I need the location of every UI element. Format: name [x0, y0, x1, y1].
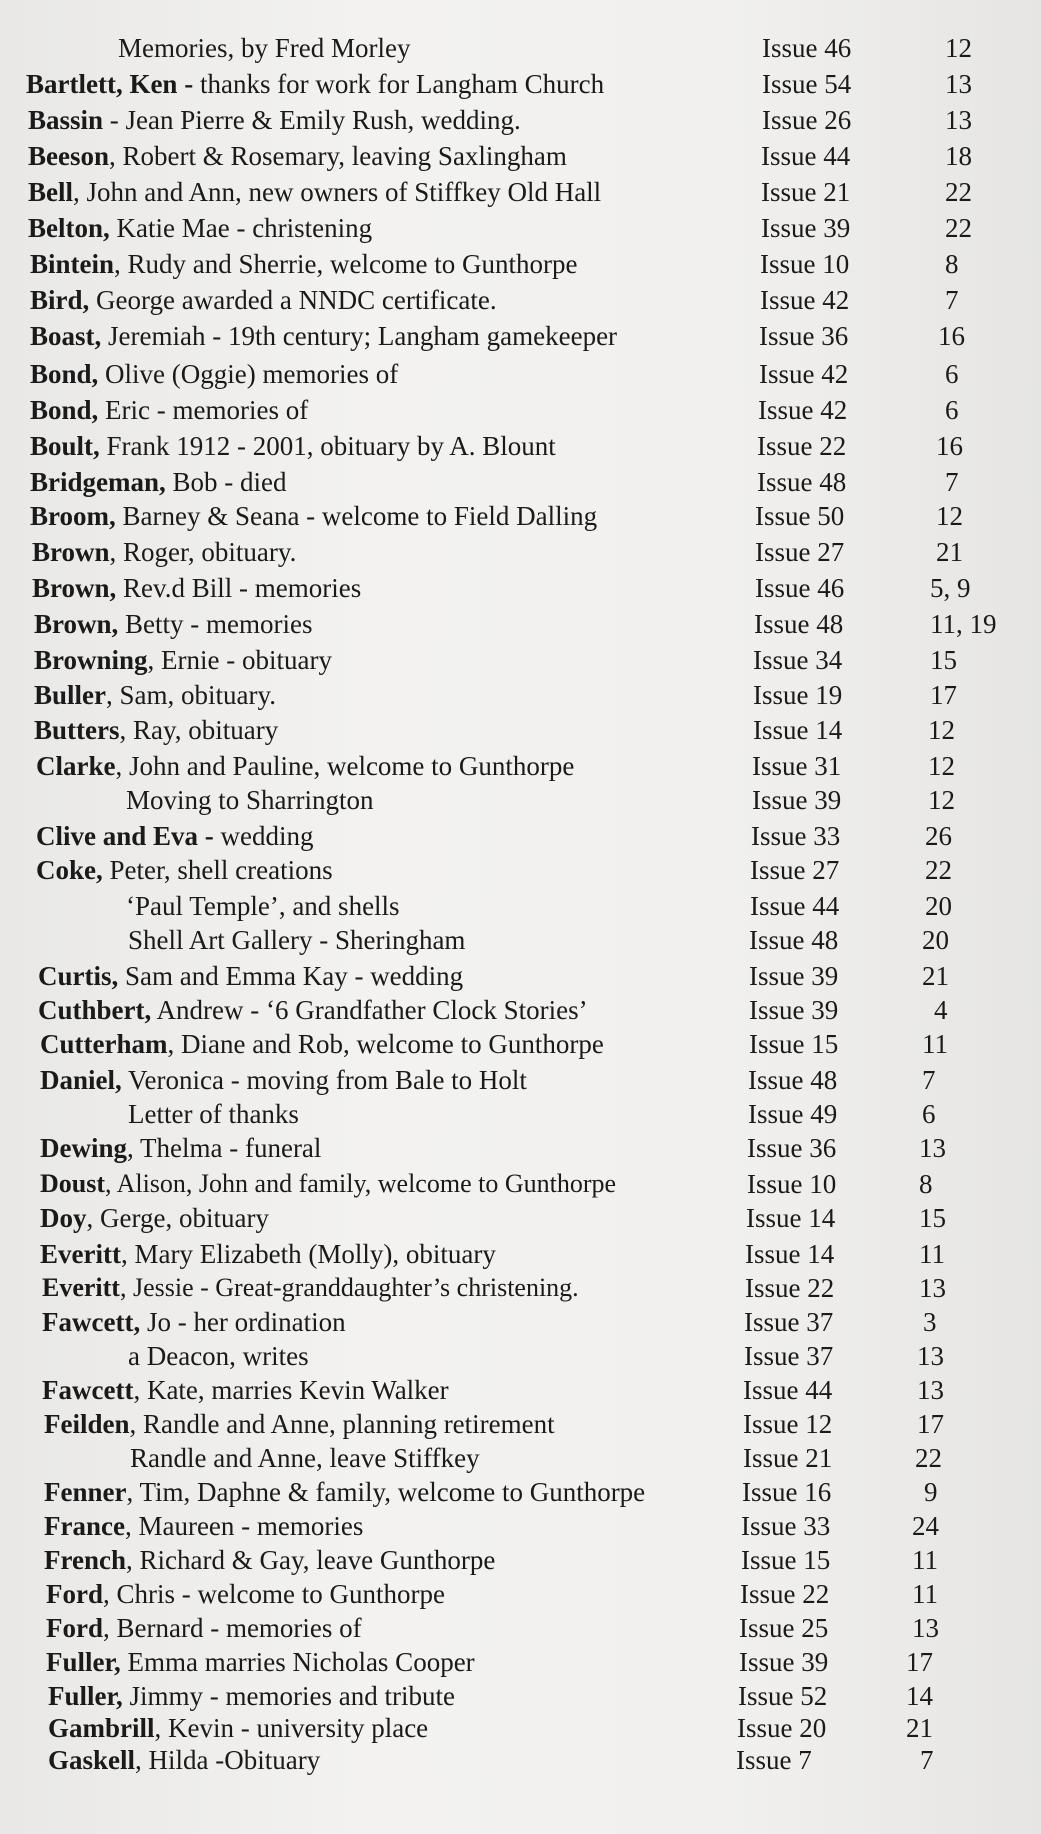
index-row	[0, 1440, 1041, 1476]
issue-number: Issue 36	[747, 1133, 837, 1163]
page-number: 24	[912, 1511, 939, 1541]
entry-description: Sam and Emma Kay - wedding	[118, 961, 464, 991]
page-number: 6	[945, 359, 959, 389]
page-number: 7	[945, 285, 959, 315]
issue-number: Issue 27	[750, 855, 840, 885]
entry-description: Frank 1912 - 2001, obituary by A. Blount	[99, 431, 556, 461]
index-entry	[44, 1474, 645, 1510]
page-number: 11	[912, 1545, 938, 1575]
page-number: 6	[922, 1099, 936, 1129]
entry-surname: Bond,	[30, 395, 99, 425]
entry-surname: Bartlett, Ken -	[26, 69, 194, 99]
entry-surname: Fuller,	[48, 1681, 123, 1711]
page-number: 13	[945, 69, 972, 99]
issue-number: Issue 15	[741, 1545, 831, 1575]
page-number: 16	[936, 431, 963, 461]
entry-description: , Randle and Anne, planning retirement	[129, 1409, 555, 1439]
issue-number: Issue 22	[757, 431, 847, 461]
index-entry	[44, 1542, 495, 1578]
index-entry	[34, 677, 276, 713]
issue-number: Issue 48	[748, 1065, 838, 1095]
issue-number: Issue 14	[753, 715, 843, 745]
entry-surname: Bridgeman,	[30, 467, 166, 497]
entry-surname: Bell	[28, 177, 73, 207]
page-number: 4	[934, 995, 948, 1025]
page-number: 21	[906, 1713, 933, 1743]
index-entry	[34, 712, 278, 748]
entry-description: , Jessie - Great-granddaughter’s christening.	[119, 1273, 579, 1302]
entry-description: , Gerge, obituary	[86, 1203, 269, 1233]
page-number: 17	[917, 1409, 944, 1439]
index-entry	[38, 958, 463, 994]
entry-description: Peter, shell creations	[102, 855, 333, 885]
index-row	[0, 1130, 1041, 1166]
index-row	[0, 1236, 1041, 1272]
index-row	[0, 992, 1041, 1028]
entry-surname: Everitt	[40, 1239, 121, 1269]
issue-number: Issue 21	[743, 1443, 833, 1473]
index-row	[0, 1542, 1041, 1578]
index-row	[0, 428, 1041, 464]
entry-description: , Alison, John and family, welcome to Gunthorpe	[105, 1169, 617, 1198]
index-row	[0, 1508, 1041, 1544]
index-entry	[28, 138, 567, 174]
index-row	[0, 1096, 1041, 1132]
entry-description: , Richard & Gay, leave Gunthorpe	[126, 1545, 496, 1575]
entry-surname: Fawcett,	[42, 1307, 141, 1337]
entry-description: Olive (Oggie) memories of	[98, 359, 399, 389]
index-entry	[34, 606, 313, 642]
index-entry	[40, 1200, 269, 1236]
index-entry	[40, 1130, 321, 1166]
issue-number: Issue 48	[757, 467, 847, 497]
index-entry	[26, 66, 604, 102]
entry-surname: Brown,	[32, 573, 117, 603]
page-number: 11	[922, 1029, 948, 1059]
entry-description: Veronica - moving from Bale to Holt	[121, 1065, 527, 1095]
index-entry	[28, 102, 521, 138]
issue-number: Issue 33	[751, 821, 841, 851]
index-entry	[46, 1644, 475, 1680]
entry-surname: Bond,	[30, 359, 99, 389]
entry-surname: Belton,	[28, 213, 110, 243]
entry-surname: Buller	[34, 680, 106, 710]
index-row	[0, 958, 1041, 994]
index-row	[0, 1710, 1041, 1746]
entry-surname: Gambrill	[48, 1713, 155, 1743]
issue-number: Issue 21	[761, 177, 851, 207]
index-entry	[42, 1304, 346, 1340]
index-entry	[118, 30, 410, 66]
entry-description: Jo - her ordination	[140, 1307, 346, 1337]
page-number: 26	[925, 821, 952, 851]
index-row	[0, 1610, 1041, 1646]
page-number: 15	[919, 1203, 946, 1233]
issue-number: Issue 34	[753, 645, 843, 675]
entry-description: , Maureen - memories	[124, 1511, 364, 1541]
index-row	[0, 748, 1041, 784]
index-entry	[130, 1440, 480, 1476]
entry-description: , Bernard - memories of	[103, 1613, 362, 1643]
entry-surname: Brown	[32, 537, 110, 567]
entry-description: , Tim, Daphne & family, welcome to Gunthorpe	[126, 1477, 646, 1507]
issue-number: Issue 44	[743, 1375, 833, 1405]
index-entry	[40, 1026, 604, 1062]
issue-number: Issue 20	[737, 1713, 827, 1743]
entry-surname: Coke,	[36, 855, 103, 885]
page-number: 22	[925, 855, 952, 885]
index-entry	[30, 318, 617, 354]
index-row	[0, 852, 1041, 888]
entry-surname: Boast,	[30, 321, 102, 351]
index-entry	[46, 1576, 445, 1612]
entry-description: Rev.d Bill - memories	[116, 573, 362, 603]
index-entry	[126, 888, 400, 924]
page-number: 22	[915, 1443, 942, 1473]
page-number: 15	[930, 645, 957, 675]
issue-number: Issue 31	[752, 751, 842, 781]
page-number: 12	[928, 715, 955, 745]
page-number: 22	[945, 213, 972, 243]
entry-description: , Roger, obituary.	[109, 537, 297, 567]
index-row	[0, 102, 1041, 138]
index-row	[0, 1062, 1041, 1098]
index-entry	[42, 1270, 579, 1306]
issue-number: Issue 22	[740, 1579, 830, 1609]
entry-surname: Doy	[40, 1203, 87, 1233]
issue-number: Issue 39	[749, 961, 839, 991]
issue-number: Issue 39	[739, 1647, 829, 1677]
entry-description: Emma marries Nicholas Cooper	[120, 1647, 475, 1677]
index-entry	[28, 174, 601, 210]
entry-surname: Fuller,	[46, 1647, 121, 1677]
issue-number: Issue 10	[747, 1169, 837, 1199]
page-number: 21	[922, 961, 949, 991]
index-entry	[40, 1236, 496, 1272]
entry-description: ‘Paul Temple’, and shells	[126, 891, 400, 921]
index-entry	[36, 852, 333, 888]
index-entry	[30, 356, 398, 392]
entry-description: , Sam, obituary.	[106, 680, 276, 710]
index-entry	[42, 1372, 449, 1408]
index-row	[0, 356, 1041, 392]
entry-description: a Deacon, writes	[128, 1341, 309, 1371]
page-number: 13	[917, 1341, 944, 1371]
index-entry	[48, 1710, 428, 1746]
index-row	[0, 1406, 1041, 1442]
entry-description: , Mary Elizabeth (Molly), obituary	[120, 1239, 496, 1269]
index-row	[0, 1338, 1041, 1374]
index-entry	[30, 464, 287, 500]
entry-description: - Jean Pierre & Emily Rush, wedding.	[103, 105, 521, 135]
page-number: 12	[945, 33, 972, 63]
entry-surname: Dewing	[40, 1133, 127, 1163]
page-number: 13	[919, 1273, 946, 1303]
issue-number: Issue 50	[755, 501, 845, 531]
index-entry	[44, 1508, 363, 1544]
index-row	[0, 1270, 1041, 1306]
index-row	[0, 464, 1041, 500]
index-entry	[34, 642, 332, 678]
entry-description: , John and Pauline, welcome to Gunthorpe	[115, 751, 575, 781]
index-entry	[38, 992, 588, 1028]
page-number: 6	[945, 395, 959, 425]
index-row	[0, 1742, 1041, 1778]
index-row	[0, 1678, 1041, 1714]
page-number: 12	[928, 751, 955, 781]
index-row	[0, 534, 1041, 570]
issue-number: Issue 16	[742, 1477, 832, 1507]
page-number: 14	[906, 1681, 933, 1711]
entry-surname: Cutterham	[40, 1029, 168, 1059]
issue-number: Issue 48	[754, 609, 844, 639]
index-entry	[32, 570, 361, 606]
issue-number: Issue 7	[736, 1745, 812, 1775]
page-number: 13	[919, 1133, 946, 1163]
page-number: 20	[922, 925, 949, 955]
index-row	[0, 30, 1041, 66]
issue-number: Issue 12	[743, 1409, 833, 1439]
page-number: 8	[919, 1169, 933, 1199]
index-row	[0, 66, 1041, 102]
page-number: 17	[930, 680, 957, 710]
entry-surname: Cuthbert,	[38, 995, 152, 1025]
entry-description: Eric - memories of	[98, 395, 309, 425]
issue-number: Issue 39	[749, 995, 839, 1025]
issue-number: Issue 48	[749, 925, 839, 955]
issue-number: Issue 33	[741, 1511, 831, 1541]
index-row	[0, 677, 1041, 713]
entry-description: , Rudy and Sherrie, welcome to Gunthorpe	[114, 249, 578, 279]
entry-description: Betty - memories	[118, 609, 313, 639]
entry-description: Memories, by Fred Morley	[118, 33, 411, 63]
index-row	[0, 1200, 1041, 1236]
index-entry	[28, 210, 372, 246]
entry-description: , Thelma - funeral	[127, 1133, 322, 1163]
index-entry	[30, 428, 556, 464]
page-number: 3	[923, 1307, 937, 1337]
entry-description: Katie Mae - christening	[109, 213, 373, 243]
page-number: 12	[928, 785, 955, 815]
page-number: 20	[925, 891, 952, 921]
entry-surname: Clive and Eva -	[36, 821, 214, 851]
issue-number: Issue 37	[744, 1307, 834, 1337]
page-number: 11, 19	[930, 609, 997, 639]
index-entry	[32, 534, 296, 570]
index-entry	[30, 246, 577, 282]
entry-description: , Ray, obituary	[119, 715, 279, 745]
issue-number: Issue 42	[759, 359, 849, 389]
entry-description: Moving to Sharrington	[126, 785, 374, 815]
index-row	[0, 138, 1041, 174]
entry-surname: Curtis,	[38, 961, 119, 991]
issue-number: Issue 44	[761, 141, 851, 171]
entry-surname: Fenner	[44, 1477, 127, 1507]
index-row	[0, 1026, 1041, 1062]
page-number: 7	[920, 1745, 934, 1775]
issue-number: Issue 46	[755, 573, 845, 603]
entry-surname: Doust	[40, 1169, 106, 1198]
issue-number: Issue 14	[745, 1239, 835, 1269]
entry-surname: Bird,	[30, 285, 90, 315]
entry-surname: Everitt	[42, 1273, 120, 1302]
entry-surname: Gaskell	[48, 1745, 136, 1775]
entry-surname: Feilden	[44, 1409, 130, 1439]
index-entry	[128, 1096, 299, 1132]
index-row	[0, 606, 1041, 642]
issue-number: Issue 27	[755, 537, 845, 567]
issue-number: Issue 52	[738, 1681, 828, 1711]
issue-number: Issue 15	[749, 1029, 839, 1059]
page-number: 18	[945, 141, 972, 171]
index-entry	[128, 922, 465, 958]
entry-description: , Robert & Rosemary, leaving Saxlingham	[109, 141, 567, 171]
issue-number: Issue 22	[745, 1273, 835, 1303]
entry-surname: Ford	[46, 1613, 103, 1643]
page-number: 12	[936, 501, 963, 531]
entry-description: Jimmy - memories and tribute	[122, 1681, 455, 1711]
index-entry	[36, 818, 314, 854]
issue-number: Issue 44	[750, 891, 840, 921]
index-row	[0, 818, 1041, 854]
index-entry	[46, 1610, 362, 1646]
entry-description: Jeremiah - 19th century; Langham gamekeeper	[101, 321, 618, 351]
page-number: 17	[906, 1647, 933, 1677]
entry-surname: Clarke	[36, 751, 116, 781]
entry-surname: Ford	[46, 1579, 103, 1609]
entry-surname: Browning	[34, 645, 148, 675]
index-entry	[40, 1062, 527, 1098]
entry-surname: Boult,	[30, 431, 100, 461]
page-number: 21	[936, 537, 963, 567]
index-row	[0, 1304, 1041, 1340]
index-row	[0, 712, 1041, 748]
index-entry	[36, 748, 574, 784]
index-entry	[30, 282, 497, 318]
index-entry	[44, 1406, 555, 1442]
entry-description: Letter of thanks	[128, 1099, 299, 1129]
entry-description: thanks for work for Langham Church	[193, 69, 605, 99]
entry-description: , Chris - welcome to Gunthorpe	[103, 1579, 445, 1609]
issue-number: Issue 14	[746, 1203, 836, 1233]
index-entry	[48, 1742, 320, 1778]
entry-description: , Kevin - university place	[154, 1713, 429, 1743]
entry-surname: Bassin	[28, 105, 104, 135]
issue-number: Issue 46	[762, 33, 852, 63]
index-entry	[126, 782, 374, 818]
page-number: 13	[917, 1375, 944, 1405]
page-number: 7	[945, 467, 959, 497]
entry-surname: Daniel,	[40, 1065, 122, 1095]
page-number: 7	[922, 1065, 936, 1095]
page-number: 11	[919, 1239, 945, 1269]
index-entry	[48, 1678, 455, 1714]
issue-number: Issue 37	[744, 1341, 834, 1371]
index-row	[0, 1166, 1041, 1202]
page-number: 5, 9	[930, 573, 971, 603]
issue-number: Issue 36	[759, 321, 849, 351]
index-row	[0, 922, 1041, 958]
entry-surname: Butters	[34, 715, 120, 745]
index-row	[0, 782, 1041, 818]
entry-surname: Brown,	[34, 609, 119, 639]
entry-description: Randle and Anne, leave Stiffkey	[130, 1443, 480, 1473]
page-number: 13	[945, 105, 972, 135]
entry-description: George awarded a NNDC certificate.	[89, 285, 497, 315]
entry-description: wedding	[213, 821, 314, 851]
page-number: 11	[912, 1579, 938, 1609]
issue-number: Issue 39	[752, 785, 842, 815]
issue-number: Issue 42	[760, 285, 850, 315]
index-row	[0, 174, 1041, 210]
issue-number: Issue 10	[760, 249, 850, 279]
entry-description: , Diane and Rob, welcome to Gunthorpe	[167, 1029, 604, 1059]
index-row	[0, 570, 1041, 606]
issue-number: Issue 54	[762, 69, 852, 99]
page-number: 9	[924, 1477, 938, 1507]
index-row	[0, 1644, 1041, 1680]
issue-number: Issue 39	[761, 213, 851, 243]
entry-surname: France	[44, 1511, 125, 1541]
index-row	[0, 282, 1041, 318]
index-row	[0, 642, 1041, 678]
entry-description: Andrew - ‘6 Grandfather Clock Stories’	[151, 995, 588, 1025]
page-number: 22	[945, 177, 972, 207]
entry-description: Barney & Seana - welcome to Field Dalling	[115, 501, 598, 531]
entry-surname: French	[44, 1545, 126, 1575]
page-number: 8	[945, 249, 959, 279]
issue-number: Issue 42	[758, 395, 848, 425]
index-entry	[40, 1166, 616, 1202]
index-row	[0, 1474, 1041, 1510]
index-entry	[30, 498, 597, 534]
entry-description: Bob - died	[165, 467, 287, 497]
entry-surname: Bintein	[30, 249, 115, 279]
index-row	[0, 1372, 1041, 1408]
issue-number: Issue 26	[762, 105, 852, 135]
issue-number: Issue 49	[748, 1099, 838, 1129]
index-entry	[30, 392, 308, 428]
entry-surname: Beeson	[28, 141, 109, 171]
entry-description: , Ernie - obituary	[147, 645, 332, 675]
page-number: 13	[912, 1613, 939, 1643]
index-row	[0, 318, 1041, 354]
entry-surname: Fawcett	[42, 1375, 134, 1405]
issue-number: Issue 25	[739, 1613, 829, 1643]
index-row	[0, 498, 1041, 534]
index-row	[0, 392, 1041, 428]
index-row	[0, 888, 1041, 924]
entry-surname: Broom,	[30, 501, 116, 531]
entry-description: , John and Ann, new owners of Stiffkey Old Hall	[73, 177, 602, 207]
page-number: 16	[938, 321, 965, 351]
index-row	[0, 246, 1041, 282]
entry-description: Shell Art Gallery - Sheringham	[128, 925, 466, 955]
issue-number: Issue 19	[753, 680, 843, 710]
entry-description: , Hilda -Obituary	[135, 1745, 321, 1775]
entry-description: , Kate, marries Kevin Walker	[133, 1375, 449, 1405]
index-row	[0, 1576, 1041, 1612]
index-entry	[128, 1338, 309, 1374]
index-row	[0, 210, 1041, 246]
